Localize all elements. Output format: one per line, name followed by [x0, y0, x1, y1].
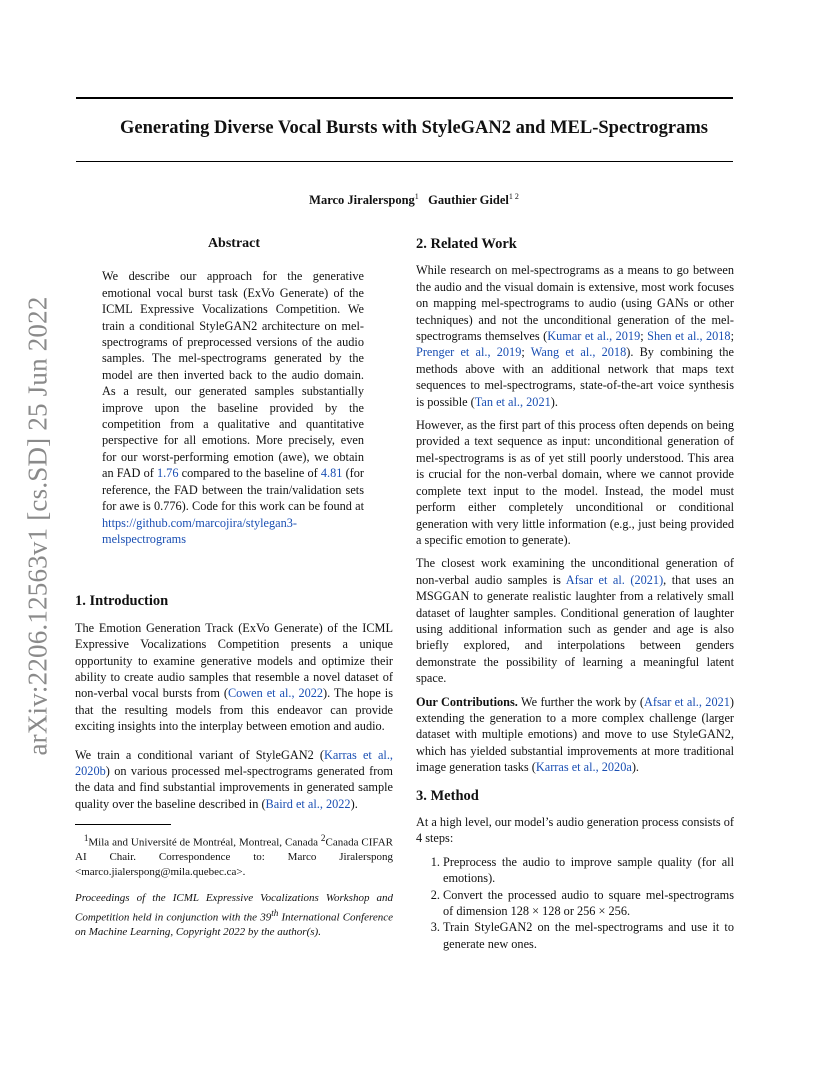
related-text-part: , that uses an MSGGAN to generate realistic laughter from a relatively small dataset of laughter samples. Conditional generation of laughter using additional information such as gender and age is also briefly explored, and interpolations between genders demonstrate the possibility of learning a meaningful latent space. [416, 572, 734, 686]
footnote-text: Canada CIFAR AI Chair. Correspondence to: Marco Jiralerspong <marco.jialerspong@mila.quebec.ca>. [75, 836, 393, 878]
abstract-text [102, 268, 364, 547]
left-column [75, 236, 393, 940]
abstract-text-part: (for reference, the FAD between the train/validation sets for awe is 0.776). Code for this work can be found at [102, 466, 365, 514]
contributions-label: Our Contributions. [416, 694, 518, 709]
citation-link[interactable]: Karras et al., 2020a [535, 760, 632, 775]
proceedings-note [75, 891, 393, 939]
proceedings-text: International Conference on Machine Learning, Copyright 2022 by the author(s). [75, 911, 393, 938]
intro-text-part: ). [350, 796, 358, 811]
affiliation-marker: 1 [414, 192, 419, 201]
citation-link[interactable]: Karras et al., 2020b [75, 747, 393, 778]
right-column [416, 236, 734, 952]
section-heading-method: 3. Method [416, 787, 479, 804]
abstract-heading: Abstract [207, 236, 261, 251]
related-text-part: ; [640, 329, 648, 344]
related-text-part: ). [550, 394, 558, 409]
intro-text-part: We train a conditional variant of StyleGAN2 ( [75, 747, 325, 762]
method-step: 3. Train StyleGAN2 on the mel-spectrograms and use it to generate new ones. [443, 919, 734, 952]
method-steps-list [416, 854, 734, 952]
related-paragraph: However, as the first part of this process often depends on being provided a text sequence as input: unconditional generation of mel-spectrograms is as of yet still poorly understood. This area is crucial for the non-verbal domain, where we cannot provide complete text input to the model. Instead, the model must perform either completely unconditional or conditional generation with very little information (e.g., just being provided a specific emotion to generate). [416, 418, 734, 547]
section-heading-introduction: 1. Introduction [75, 593, 169, 610]
citation-link[interactable]: Wang et al., 2018 [530, 345, 627, 360]
related-text-part: ; [521, 345, 531, 360]
related-paragraph [416, 262, 734, 410]
related-text-part: ) extending the generation to a more complex challenge (larger dataset with multiple emotions) and move to use StyleGAN2, which has yielded substantial improvements at more traditional image generation tasks ( [416, 694, 734, 775]
citation-link[interactable]: Afsar et al., 2021 [644, 694, 730, 709]
intro-text-part: ) on various processed mel-spectrograms generated from the data and find substantial improvements in generated sample quality over the baseline described in ( [75, 763, 393, 811]
intro-text-part: ). The hope is that the resulting models from this endeavor can provide exciting insights into the interplay between emotion and audio. [75, 686, 393, 734]
citation-link[interactable]: Prenger et al., 2019 [416, 345, 522, 360]
abstract-text-part: We describe our approach for the generative emotional vocal burst task (ExVo Generate) of the ICML Expressive Vocalizations Competition. We train a conditional StyleGAN2 architecture on mel-spectrograms of preprocessed versions of the audio samples. The mel-spectrograms generated by the model are then inverted back to the audio domain. As a result, our generated samples substantially improve upon the baseline provided by the competition from a qualitative and quantitative perspective for all emotions. More precisely, even for our worst-performing emotion (awe), we obtain an FAD of [102, 269, 364, 481]
footnote-rule [75, 824, 171, 825]
method-step: 2. Convert the processed audio to square mel-spectrograms of dimension 128 × 128 or 256 × 256. [443, 887, 734, 920]
paper-title: Generating Diverse Vocal Bursts with StyleGAN2 and MEL-Spectrograms [119, 118, 709, 138]
related-text-part: While research on mel-spectrograms as a means to go between the audio and the visual domain is extensive, most work focuses on mapping mel-spectrograms to audio (using GANs or other techniques) and not the unconditional generation of the mel-spectrograms themselves ( [416, 263, 734, 344]
related-text-part: The closest work examining the unconditional generation of non-verbal audio samples is [416, 556, 734, 587]
proceedings-text: 39 [260, 911, 272, 924]
proceedings-sup: th [271, 907, 279, 918]
related-text-part: ; [730, 329, 734, 344]
proceedings-text: Proceedings of the ICML Expressive Vocalizations Workshop and Competition held in conjunction with the [75, 892, 393, 924]
related-text-part: We further the work by ( [517, 694, 645, 709]
affiliation-footnote [75, 831, 393, 879]
method-step: 1. Preprocess the audio to improve sample quality (for all emotions). [443, 854, 734, 887]
citation-link[interactable]: Cowen et al., 2022 [227, 686, 324, 701]
author-name: Gauthier Gidel [428, 193, 509, 208]
author-line [0, 192, 828, 208]
title-rule-bottom [76, 161, 733, 162]
citation-link[interactable]: Baird et al., 2022 [265, 796, 351, 811]
citation-link[interactable]: Afsar et al. (2021) [565, 572, 664, 587]
related-text-part: ). By combining the methods above with an additional network that maps text sequences to mel-spectrograms, state-of-the-art voice synthesis is possible ( [416, 345, 734, 409]
citation-link[interactable]: Shen et al., 2018 [647, 329, 731, 344]
method-intro: At a high level, our model’s audio generation process consists of 4 steps: [416, 815, 734, 846]
code-link[interactable]: https://github.com/marcojira/stylegan3-melspectrograms [102, 515, 298, 546]
footnote-marker: 2 [320, 833, 326, 844]
citation-link[interactable]: Tan et al., 2021 [474, 394, 551, 409]
intro-text-part: The Emotion Generation Track (ExVo Generate) of the ICML Expressive Vocalizations Competition presents a unique opportunity to examine generative models and optimize their ability to create audio samples that resemble a novel dataset of non-verbal vocal bursts from ( [75, 620, 393, 701]
author-name: Marco Jiralerspong [309, 193, 415, 208]
intro-paragraph [75, 747, 393, 813]
contributions-paragraph [416, 694, 734, 776]
abstract-text-part: compared to the baseline of [178, 466, 321, 481]
section-heading-related-work: 2. Related Work [416, 236, 517, 252]
related-text-part: ). [631, 760, 639, 775]
arxiv-stamp: arXiv:2206.12563v1 [cs.SD] 25 Jun 2022 [22, 296, 53, 756]
fad-baseline-value: 4.81 [320, 466, 343, 481]
related-paragraph [416, 555, 734, 686]
title-rule-top [76, 97, 733, 99]
fad-ours-value: 1.76 [156, 466, 179, 481]
affiliation-marker: 1 2 [508, 192, 519, 201]
intro-paragraph [75, 620, 393, 735]
footnote-text: Mila and Université de Montréal, Montreal, Canada [88, 836, 321, 849]
citation-link[interactable]: Kumar et al., 2019 [547, 329, 641, 344]
footnote-marker: 1 [83, 833, 89, 844]
